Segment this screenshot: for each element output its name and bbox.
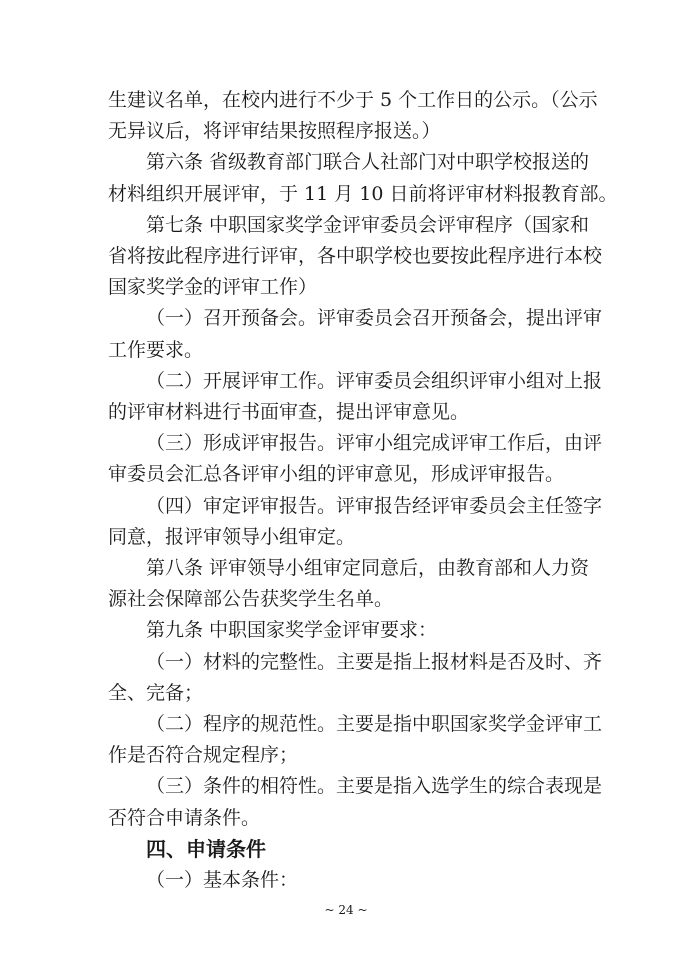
text-line: 国家奖学金的评审工作） bbox=[108, 276, 318, 298]
text-line: （三）形成评审报告。评审小组完成评审工作后，由评 bbox=[146, 432, 603, 454]
text-line: 工作要求。 bbox=[108, 339, 204, 361]
text-line: 源社会保障部公告获奖学生名单。 bbox=[108, 588, 394, 610]
text-line: （二）程序的规范性。主要是指中职国家奖学金评审工 bbox=[146, 713, 603, 735]
text-line: 作是否符合规定程序； bbox=[108, 744, 299, 766]
text-line: 第九条 中职国家奖学金评审要求： bbox=[146, 619, 438, 641]
text-line: （一）召开预备会。评审委员会召开预备会，提出评审 bbox=[146, 307, 603, 329]
text-line: 材料组织开展评审，于 11 月 10 日前将评审材料报教育部。 bbox=[108, 183, 618, 205]
text-line: （二）开展评审工作。评审委员会组织评审小组对上报 bbox=[146, 370, 603, 392]
text-line: 第六条 省级教育部门联合人社部门对中职学校报送的 bbox=[146, 151, 590, 173]
text-line: 第七条 中职国家奖学金评审委员会评审程序（国家和 bbox=[146, 214, 590, 236]
text-line: （一）基本条件： bbox=[146, 869, 299, 891]
text-line: 同意，报评审领导小组审定。 bbox=[108, 526, 356, 548]
section-heading: 四、申请条件 bbox=[146, 837, 266, 861]
text-line: 生建议名单，在校内进行不少于 5 个工作日的公示。（公示 bbox=[108, 89, 598, 111]
text-line: 全、完备； bbox=[108, 682, 204, 704]
text-line: （一）材料的完整性。主要是指上报材料是否及时、齐 bbox=[146, 651, 603, 673]
text-line: 第八条 评审领导小组审定同意后，由教育部和人力资 bbox=[146, 557, 590, 579]
text-line: 审委员会汇总各评审小组的评审意见，形成评审报告。 bbox=[108, 463, 565, 485]
text-line: 的评审材料进行书面审查，提出评审意见。 bbox=[108, 401, 470, 423]
text-line: 省将按此程序进行评审，各中职学校也要按此程序进行本校 bbox=[108, 245, 603, 267]
page-number: ~ 24 ~ bbox=[324, 903, 368, 917]
text-line: 否符合申请条件。 bbox=[108, 807, 261, 829]
text-line: 无异议后，将评审结果按照程序报送。） bbox=[108, 120, 441, 142]
text-line: （四）审定评审报告。评审报告经评审委员会主任签字 bbox=[146, 495, 603, 517]
text-line: （三）条件的相符性。主要是指入选学生的综合表现是 bbox=[146, 775, 603, 797]
